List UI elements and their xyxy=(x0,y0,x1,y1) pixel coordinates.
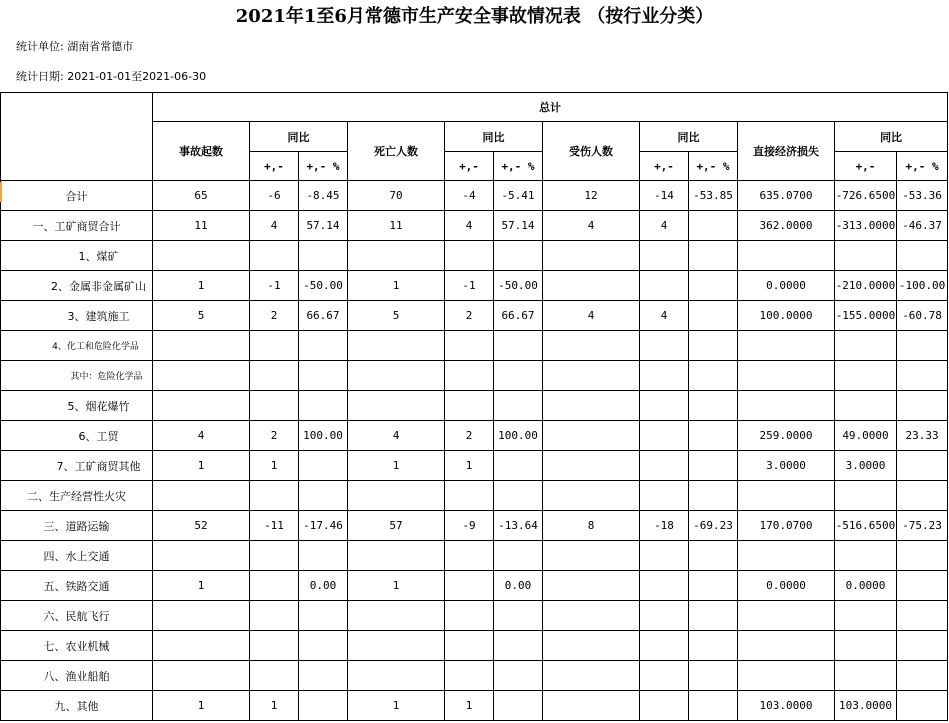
table-cell xyxy=(689,661,738,691)
table-row xyxy=(1,301,948,331)
header-loss-diff: +,- xyxy=(835,152,897,181)
row-label: 一、工矿商贸合计 xyxy=(1,211,153,241)
row-label: 四、水上交通 xyxy=(1,541,153,571)
table-cell xyxy=(299,361,348,391)
table-cell xyxy=(494,601,543,631)
table-cell: 2 xyxy=(445,421,494,451)
table-body xyxy=(1,181,948,721)
header-injured: 受伤人数 xyxy=(543,122,640,181)
table-cell xyxy=(153,241,250,271)
table-cell xyxy=(897,331,948,361)
table-cell: -13.64 xyxy=(494,511,543,541)
table-cell xyxy=(445,361,494,391)
table-cell: 57.14 xyxy=(299,211,348,241)
table-cell xyxy=(348,661,445,691)
header-accidents-pct: +,- % xyxy=(299,152,348,181)
row-label: 七、农业机械 xyxy=(1,631,153,661)
table-cell: 0.0000 xyxy=(738,271,835,301)
table-cell xyxy=(494,241,543,271)
table-cell: 103.0000 xyxy=(738,691,835,721)
table-cell: -5.41 xyxy=(494,181,543,211)
table-cell xyxy=(250,541,299,571)
table-cell xyxy=(689,481,738,511)
table-cell xyxy=(494,451,543,481)
table-cell: 1 xyxy=(153,571,250,601)
table-cell xyxy=(738,241,835,271)
header-accidents-yoy: 同比 xyxy=(250,122,348,152)
table-row xyxy=(1,661,948,691)
table-cell xyxy=(494,631,543,661)
table-cell xyxy=(738,391,835,421)
table-cell xyxy=(348,541,445,571)
table-cell xyxy=(445,571,494,601)
table-cell xyxy=(299,601,348,631)
table-cell: 3.0000 xyxy=(738,451,835,481)
table-cell: 57.14 xyxy=(494,211,543,241)
table-cell xyxy=(494,331,543,361)
table-cell xyxy=(689,241,738,271)
table-cell xyxy=(689,691,738,721)
table-cell xyxy=(689,211,738,241)
table-cell xyxy=(640,571,689,601)
table-cell xyxy=(897,241,948,271)
table-cell xyxy=(153,541,250,571)
statistics-date-label: 统计日期: xyxy=(16,70,64,83)
table-cell xyxy=(445,331,494,361)
header-deaths-yoy: 同比 xyxy=(445,122,543,152)
table-cell: 4 xyxy=(640,211,689,241)
row-label: 6、工贸 xyxy=(1,421,153,451)
table-cell: 635.0700 xyxy=(738,181,835,211)
table-cell: 11 xyxy=(348,211,445,241)
table-cell: 4 xyxy=(543,211,640,241)
table-cell xyxy=(738,631,835,661)
row-label: 其中：危险化学品 xyxy=(1,361,153,391)
table-cell xyxy=(897,361,948,391)
table-cell: 1 xyxy=(348,451,445,481)
row-label: 3、建筑施工 xyxy=(1,301,153,331)
table-cell: 0.0000 xyxy=(835,571,897,601)
table-cell xyxy=(689,571,738,601)
table-cell xyxy=(897,541,948,571)
table-cell: 1 xyxy=(153,271,250,301)
table-cell xyxy=(640,271,689,301)
table-cell xyxy=(445,541,494,571)
header-loss-yoy: 同比 xyxy=(835,122,948,152)
table-cell: 100.00 xyxy=(299,421,348,451)
statistics-date-value: 2021-01-01至2021-06-30 xyxy=(67,70,207,83)
table-cell xyxy=(543,541,640,571)
table-cell xyxy=(835,481,897,511)
table-cell: 103.0000 xyxy=(835,691,897,721)
header-injured-yoy: 同比 xyxy=(640,122,738,152)
table-cell: -1 xyxy=(250,271,299,301)
table-cell: -9 xyxy=(445,511,494,541)
table-cell: -11 xyxy=(250,511,299,541)
table-cell xyxy=(738,601,835,631)
table-cell: 4 xyxy=(153,421,250,451)
table-row xyxy=(1,211,948,241)
table-cell xyxy=(835,391,897,421)
header-accidents-diff: +,- xyxy=(250,152,299,181)
table-cell: 1 xyxy=(348,271,445,301)
table-cell xyxy=(897,481,948,511)
table-cell xyxy=(445,631,494,661)
table-cell: -4 xyxy=(445,181,494,211)
table-row xyxy=(1,331,948,361)
table-cell xyxy=(640,541,689,571)
table-cell xyxy=(494,691,543,721)
table-cell xyxy=(494,481,543,511)
table-cell: 1 xyxy=(153,451,250,481)
table-cell: -726.6500 xyxy=(835,181,897,211)
table-cell: 2 xyxy=(250,421,299,451)
table-cell xyxy=(299,391,348,421)
table-cell: -53.36 xyxy=(897,181,948,211)
table-cell: 23.33 xyxy=(897,421,948,451)
table-cell: -6 xyxy=(250,181,299,211)
table-cell xyxy=(689,331,738,361)
header-corner-cell xyxy=(1,93,153,181)
table-cell xyxy=(640,421,689,451)
table-cell: 0.00 xyxy=(299,571,348,601)
table-cell: 3.0000 xyxy=(835,451,897,481)
row-label: 三、道路运输 xyxy=(1,511,153,541)
row-marker xyxy=(0,182,2,202)
table-cell: -155.0000 xyxy=(835,301,897,331)
table-cell xyxy=(738,541,835,571)
table-cell xyxy=(153,331,250,361)
table-cell xyxy=(494,391,543,421)
table-cell xyxy=(153,601,250,631)
table-cell: 4 xyxy=(640,301,689,331)
table-row xyxy=(1,631,948,661)
header-deaths: 死亡人数 xyxy=(348,122,445,181)
table-row xyxy=(1,241,948,271)
table-cell xyxy=(543,691,640,721)
table-cell: 1 xyxy=(445,691,494,721)
table-cell xyxy=(543,661,640,691)
table-cell xyxy=(250,391,299,421)
row-label: 合计 xyxy=(1,181,153,211)
table-cell xyxy=(689,301,738,331)
table-cell xyxy=(543,391,640,421)
table-cell xyxy=(348,601,445,631)
table-cell xyxy=(689,421,738,451)
table-cell: 1 xyxy=(445,451,494,481)
table-cell xyxy=(738,661,835,691)
table-cell xyxy=(153,391,250,421)
table-cell xyxy=(835,361,897,391)
table-cell xyxy=(250,241,299,271)
table-cell xyxy=(153,661,250,691)
table-cell: 1 xyxy=(250,451,299,481)
table-cell: 65 xyxy=(153,181,250,211)
report-title: 2021年1至6月常德市生产安全事故情况表 （按行业分类） xyxy=(235,6,714,27)
table-row xyxy=(1,601,948,631)
table-cell: -313.0000 xyxy=(835,211,897,241)
table-cell: 1 xyxy=(153,691,250,721)
table-cell xyxy=(445,661,494,691)
table-cell: 57 xyxy=(348,511,445,541)
table-cell xyxy=(250,661,299,691)
row-label: 八、渔业船舶 xyxy=(1,661,153,691)
row-label: 4、化工和危险化学品 xyxy=(1,331,153,361)
table-cell xyxy=(689,271,738,301)
table-cell: -516.6500 xyxy=(835,511,897,541)
table-cell xyxy=(640,391,689,421)
table-cell: 100.0000 xyxy=(738,301,835,331)
table-cell xyxy=(897,451,948,481)
table-cell: 100.00 xyxy=(494,421,543,451)
row-label: 九、其他 xyxy=(1,691,153,721)
table-cell: -50.00 xyxy=(299,271,348,301)
table-header xyxy=(1,93,948,181)
table-cell: 2 xyxy=(445,301,494,331)
table-cell: 70 xyxy=(348,181,445,211)
table-cell: -18 xyxy=(640,511,689,541)
table-cell: -8.45 xyxy=(299,181,348,211)
table-cell xyxy=(835,541,897,571)
table-cell: -46.37 xyxy=(897,211,948,241)
table-cell xyxy=(897,631,948,661)
table-row xyxy=(1,691,948,721)
header-deaths-pct: +,- % xyxy=(494,152,543,181)
table-cell xyxy=(543,331,640,361)
table-row xyxy=(1,181,948,211)
statistics-unit-label: 统计单位: xyxy=(16,40,64,53)
table-cell: 4 xyxy=(445,211,494,241)
table-cell xyxy=(738,481,835,511)
table-cell xyxy=(543,361,640,391)
table-cell: 12 xyxy=(543,181,640,211)
table-cell xyxy=(738,361,835,391)
table-cell: 66.67 xyxy=(299,301,348,331)
table-cell xyxy=(299,241,348,271)
table-cell xyxy=(640,691,689,721)
header-loss: 直接经济损失 xyxy=(738,122,835,181)
table-cell: 4 xyxy=(543,301,640,331)
table-cell xyxy=(445,241,494,271)
table-cell: 0.0000 xyxy=(738,571,835,601)
table-cell xyxy=(543,631,640,661)
row-label: 7、工矿商贸其他 xyxy=(1,451,153,481)
row-label: 六、民航飞行 xyxy=(1,601,153,631)
row-label: 1、煤矿 xyxy=(1,241,153,271)
table-cell: 5 xyxy=(153,301,250,331)
table-row xyxy=(1,511,948,541)
table-cell xyxy=(348,331,445,361)
table-cell xyxy=(250,571,299,601)
table-cell xyxy=(640,451,689,481)
table-cell: -1 xyxy=(445,271,494,301)
table-cell xyxy=(689,601,738,631)
table-cell xyxy=(494,361,543,391)
table-cell xyxy=(543,481,640,511)
table-cell: -75.23 xyxy=(897,511,948,541)
statistics-date xyxy=(16,70,206,84)
table-cell xyxy=(543,421,640,451)
table-cell: -60.78 xyxy=(897,301,948,331)
table-cell xyxy=(543,451,640,481)
table-cell: -14 xyxy=(640,181,689,211)
table-cell xyxy=(640,331,689,361)
table-cell xyxy=(250,481,299,511)
table-cell xyxy=(835,601,897,631)
table-cell xyxy=(348,481,445,511)
table-cell: 0.00 xyxy=(494,571,543,601)
table-row xyxy=(1,391,948,421)
table-cell xyxy=(494,661,543,691)
table-cell xyxy=(348,361,445,391)
table-cell xyxy=(897,601,948,631)
table-cell: 4 xyxy=(250,211,299,241)
table-cell xyxy=(640,661,689,691)
table-row xyxy=(1,271,948,301)
row-label: 2、金属非金属矿山 xyxy=(1,271,153,301)
table-cell xyxy=(689,361,738,391)
header-loss-pct: +,- % xyxy=(897,152,948,181)
table-cell xyxy=(835,631,897,661)
table-cell xyxy=(543,601,640,631)
table-cell xyxy=(153,481,250,511)
row-label: 二、生产经营性火灾 xyxy=(1,481,153,511)
table-cell xyxy=(348,241,445,271)
table-cell: -100.00 xyxy=(897,271,948,301)
table-cell xyxy=(689,541,738,571)
row-label: 5、烟花爆竹 xyxy=(1,391,153,421)
table-cell xyxy=(738,331,835,361)
table-cell xyxy=(897,661,948,691)
table-cell: 11 xyxy=(153,211,250,241)
table-cell xyxy=(640,481,689,511)
table-cell xyxy=(835,661,897,691)
table-cell: -50.00 xyxy=(494,271,543,301)
table-cell: 170.0700 xyxy=(738,511,835,541)
table-cell xyxy=(299,661,348,691)
table-row xyxy=(1,541,948,571)
table-cell xyxy=(348,631,445,661)
statistics-unit-value: 湖南省常德市 xyxy=(67,40,134,53)
table-cell xyxy=(494,541,543,571)
table-cell xyxy=(153,361,250,391)
table-cell xyxy=(250,331,299,361)
table-cell: 66.67 xyxy=(494,301,543,331)
table-cell xyxy=(689,391,738,421)
table-cell xyxy=(640,241,689,271)
table-cell xyxy=(543,571,640,601)
header-injured-diff: +,- xyxy=(640,152,689,181)
table-cell xyxy=(640,601,689,631)
table-row xyxy=(1,481,948,511)
table-cell xyxy=(640,631,689,661)
table-row xyxy=(1,451,948,481)
table-cell: 4 xyxy=(348,421,445,451)
table-cell xyxy=(640,361,689,391)
table-cell xyxy=(250,631,299,661)
table-cell xyxy=(543,241,640,271)
table-cell xyxy=(897,391,948,421)
header-accidents: 事故起数 xyxy=(153,122,250,181)
table-cell: -69.23 xyxy=(689,511,738,541)
table-cell xyxy=(689,631,738,661)
table-cell xyxy=(445,481,494,511)
table-cell xyxy=(348,391,445,421)
table-cell xyxy=(299,541,348,571)
table-cell: 362.0000 xyxy=(738,211,835,241)
table-cell xyxy=(153,631,250,661)
table-cell: -17.46 xyxy=(299,511,348,541)
row-label: 五、铁路交通 xyxy=(1,571,153,601)
table-cell: 5 xyxy=(348,301,445,331)
table-cell xyxy=(299,691,348,721)
table-row xyxy=(1,571,948,601)
table-row xyxy=(1,421,948,451)
table-cell xyxy=(299,481,348,511)
table-cell: 8 xyxy=(543,511,640,541)
table-cell xyxy=(445,391,494,421)
table-cell xyxy=(299,451,348,481)
table-cell: 52 xyxy=(153,511,250,541)
table-cell xyxy=(835,241,897,271)
statistics-unit xyxy=(16,40,133,54)
table-cell xyxy=(543,271,640,301)
table-cell xyxy=(445,601,494,631)
table-cell: 1 xyxy=(250,691,299,721)
table-row xyxy=(1,361,948,391)
table-cell: 49.0000 xyxy=(835,421,897,451)
header-deaths-diff: +,- xyxy=(445,152,494,181)
table-cell: 1 xyxy=(348,571,445,601)
table-cell xyxy=(250,361,299,391)
table-cell: 259.0000 xyxy=(738,421,835,451)
table-cell: 1 xyxy=(348,691,445,721)
table-cell xyxy=(897,571,948,601)
table-cell xyxy=(299,331,348,361)
table-cell xyxy=(689,451,738,481)
header-total: 总计 xyxy=(153,93,948,122)
table-cell xyxy=(299,631,348,661)
header-injured-pct: +,- % xyxy=(689,152,738,181)
table-cell: -53.85 xyxy=(689,181,738,211)
table-cell xyxy=(897,691,948,721)
table-cell: -210.0000 xyxy=(835,271,897,301)
table-cell xyxy=(250,601,299,631)
accident-report-table xyxy=(0,92,948,721)
table-cell xyxy=(835,331,897,361)
table-cell: 2 xyxy=(250,301,299,331)
